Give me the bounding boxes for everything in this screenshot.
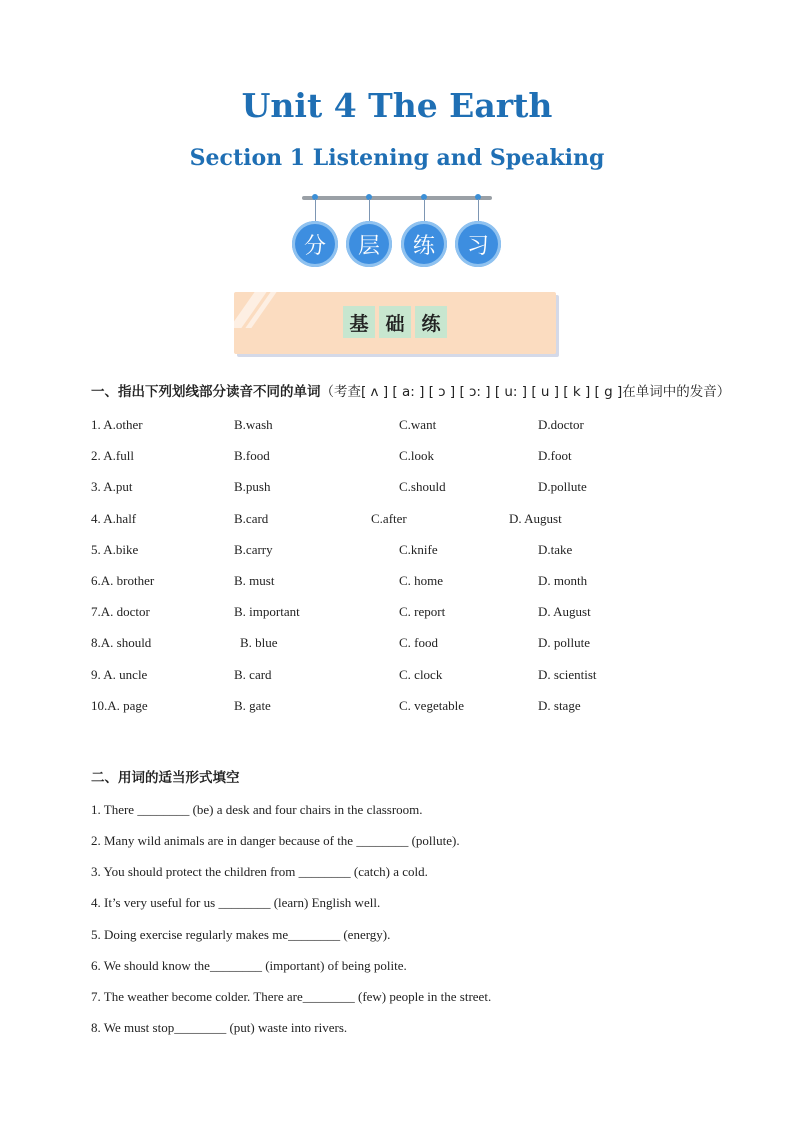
banner-char: 基: [343, 306, 375, 338]
question-option: B. important: [234, 604, 300, 619]
question-option: C.want: [399, 417, 437, 432]
question-option: 6.A. brother: [91, 573, 155, 588]
fill-in-item: 1. There ________ (be) a desk and four chairs in the classroom.: [91, 802, 423, 817]
question-option: D. August: [509, 511, 562, 526]
question-option: B. must: [234, 573, 275, 588]
question-option: D. August: [538, 604, 591, 619]
section1-heading: [91, 380, 730, 400]
question-option: 3. A.put: [91, 479, 133, 494]
section2-heading: [91, 766, 240, 786]
hanging-string: [315, 199, 316, 223]
badge-fen: 分: [292, 221, 338, 267]
fill-in-item: 4. It’s very useful for us ________ (learn) English well.: [91, 895, 381, 910]
question-option: B. gate: [234, 698, 271, 713]
question-option: D. month: [538, 573, 588, 588]
question-option: B. card: [234, 667, 272, 682]
fill-in-item: 6. We should know the________ (important) of being polite.: [91, 958, 407, 973]
section1-note: （考查[ ʌ ] [ a: ] [ ɔ ] [ ɔ: ] [ u: ] [ u ] [ k ] [ g ]在单词中的发音）: [320, 384, 731, 400]
badge-ceng: 层: [346, 221, 392, 267]
question-option: B.push: [234, 479, 271, 494]
question-option: D.take: [538, 542, 573, 557]
fill-in-item: 3. You should protect the children from ________ (catch) a cold.: [91, 864, 428, 879]
basic-practice-banner: [234, 292, 556, 354]
question-option: 4. A.half: [91, 511, 137, 526]
question-option: D. scientist: [538, 667, 597, 682]
question-option: D.pollute: [538, 479, 587, 494]
banner-char: 础: [379, 306, 411, 338]
badge-lian: 练: [401, 221, 447, 267]
question-option: 9. A. uncle: [91, 667, 148, 682]
question-option: D.foot: [538, 448, 572, 463]
hanging-bar: [302, 196, 492, 200]
section2-heading-text: 二、用词的适当形式填空: [91, 770, 240, 786]
question-option: 10.A. page: [91, 698, 148, 713]
question-option: C. clock: [399, 667, 443, 682]
question-option: C.knife: [399, 542, 438, 557]
hanging-string: [369, 199, 370, 223]
fill-in-item: 5. Doing exercise regularly makes me________ (energy).: [91, 927, 391, 942]
question-option: C. report: [399, 604, 446, 619]
question-option: B.card: [234, 511, 269, 526]
question-option: B.carry: [234, 542, 273, 557]
section1-heading-text: 一、指出下列划线部分读音不同的单词: [91, 384, 321, 400]
section-subtitle: Section 1 Listening and Speaking: [189, 145, 605, 171]
question-option: D.doctor: [538, 417, 584, 432]
question-option: D. pollute: [538, 635, 590, 650]
question-option: C. food: [399, 635, 438, 650]
question-option: 8.A. should: [91, 635, 152, 650]
fill-in-item: 8. We must stop________ (put) waste into rivers.: [91, 1020, 348, 1035]
question-option: D. stage: [538, 698, 581, 713]
question-option: 2. A.full: [91, 448, 134, 463]
question-option: C. vegetable: [399, 698, 464, 713]
banner-char: 练: [415, 306, 447, 338]
question-option: B.food: [234, 448, 270, 463]
question-option: 1. A.other: [91, 417, 143, 432]
question-option: C.should: [399, 479, 446, 494]
fill-in-item: 2. Many wild animals are in danger because of the ________ (pollute).: [91, 833, 460, 848]
hanging-string: [424, 199, 425, 223]
question-option: 5. A.bike: [91, 542, 139, 557]
fill-in-item: 7. The weather become colder. There are________ (few) people in the street.: [91, 989, 492, 1004]
question-option: 7.A. doctor: [91, 604, 150, 619]
unit-title: Unit 4 The Earth: [241, 86, 553, 125]
question-option: C. home: [399, 573, 444, 588]
question-option: B.wash: [234, 417, 273, 432]
question-option: B. blue: [240, 635, 278, 650]
question-option: C.after: [371, 511, 407, 526]
question-option: C.look: [399, 448, 435, 463]
hanging-string: [478, 199, 479, 223]
badge-xi: 习: [455, 221, 501, 267]
